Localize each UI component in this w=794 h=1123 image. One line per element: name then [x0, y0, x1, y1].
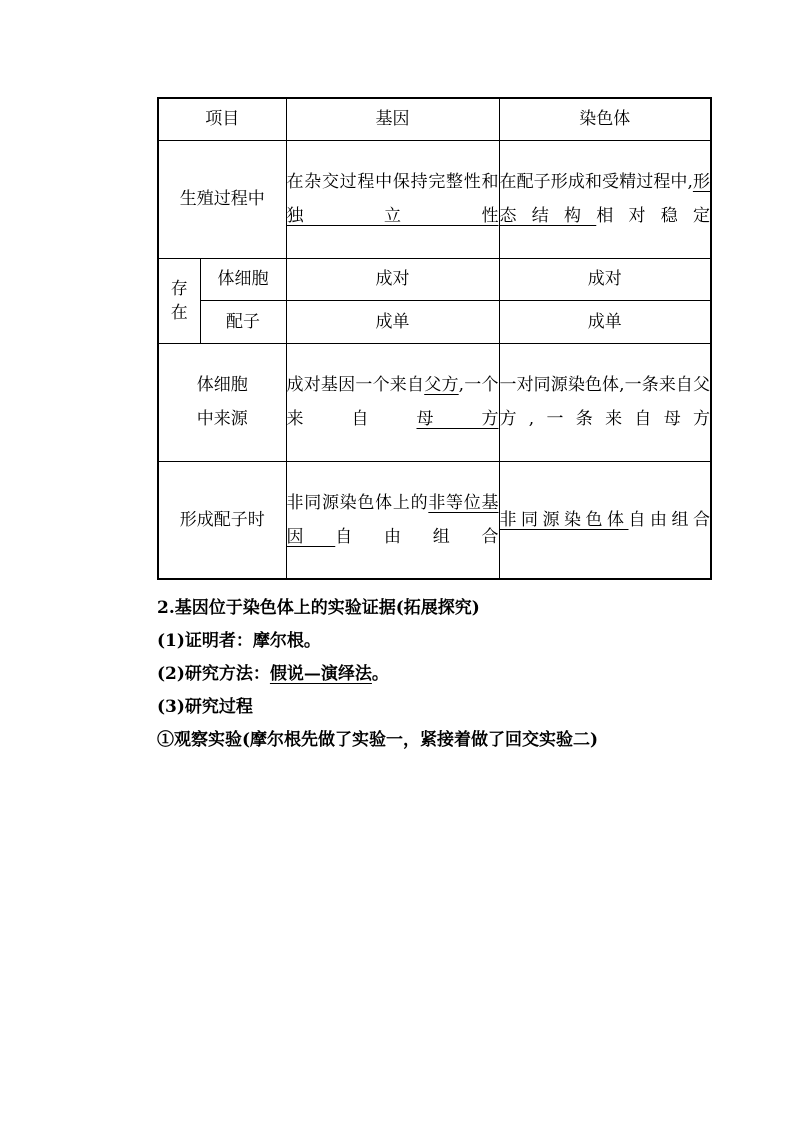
cell-chromosome-gamete-formation: 非同源染色体自由组合 — [499, 461, 711, 579]
note-item-3: (3)研究过程 — [157, 697, 253, 717]
cell-chromosome-gamete: 成单 — [499, 300, 711, 343]
row-label-gamete-formation: 形成配子时 — [158, 461, 286, 579]
note-item-2: (2)研究方法：假说—演绎法。 — [157, 664, 389, 684]
cell-chromosome-origin: 一对同源染色体,一条来自父方,一条来自母方 — [499, 343, 711, 461]
table-row — [158, 461, 711, 579]
cell-chromosome-somatic: 成对 — [499, 258, 711, 300]
table-row — [158, 300, 711, 343]
notes-section — [157, 592, 717, 757]
sub-label-somatic: 体细胞 — [200, 258, 286, 300]
gene-chromosome-comparison-table — [157, 97, 712, 580]
cell-gene-gamete: 成单 — [286, 300, 499, 343]
section-heading: 2.基因位于染色体上的实验证据(拓展探究) — [157, 598, 480, 618]
cell-gene-reproduction: 在杂交过程中保持完整性和独立性 — [286, 140, 499, 258]
table-row — [158, 140, 711, 258]
cell-gene-origin: 成对基因一个来自父方,一个来自母方 — [286, 343, 499, 461]
note-item-1: (1)证明者：摩尔根。 — [157, 631, 321, 651]
cell-gene-gamete-formation: 非同源染色体上的非等位基因自由组合 — [286, 461, 499, 579]
table-header-row — [158, 98, 711, 140]
table-row — [158, 258, 711, 300]
cell-gene-somatic: 成对 — [286, 258, 499, 300]
table-row — [158, 343, 711, 461]
row-label-existence: 存 在 — [158, 258, 200, 343]
header-item: 项目 — [158, 98, 286, 140]
sub-label-gamete: 配子 — [200, 300, 286, 343]
row-label-origin: 体细胞 中来源 — [158, 343, 286, 461]
header-chromosome: 染色体 — [499, 98, 711, 140]
note-item-4: ①观察实验(摩尔根先做了实验一，紧接着做了回交实验二) — [157, 730, 599, 750]
cell-chromosome-reproduction: 在配子形成和受精过程中,形态结构相对稳定 — [499, 140, 711, 258]
row-label-reproduction: 生殖过程中 — [158, 140, 286, 258]
header-gene: 基因 — [286, 98, 499, 140]
